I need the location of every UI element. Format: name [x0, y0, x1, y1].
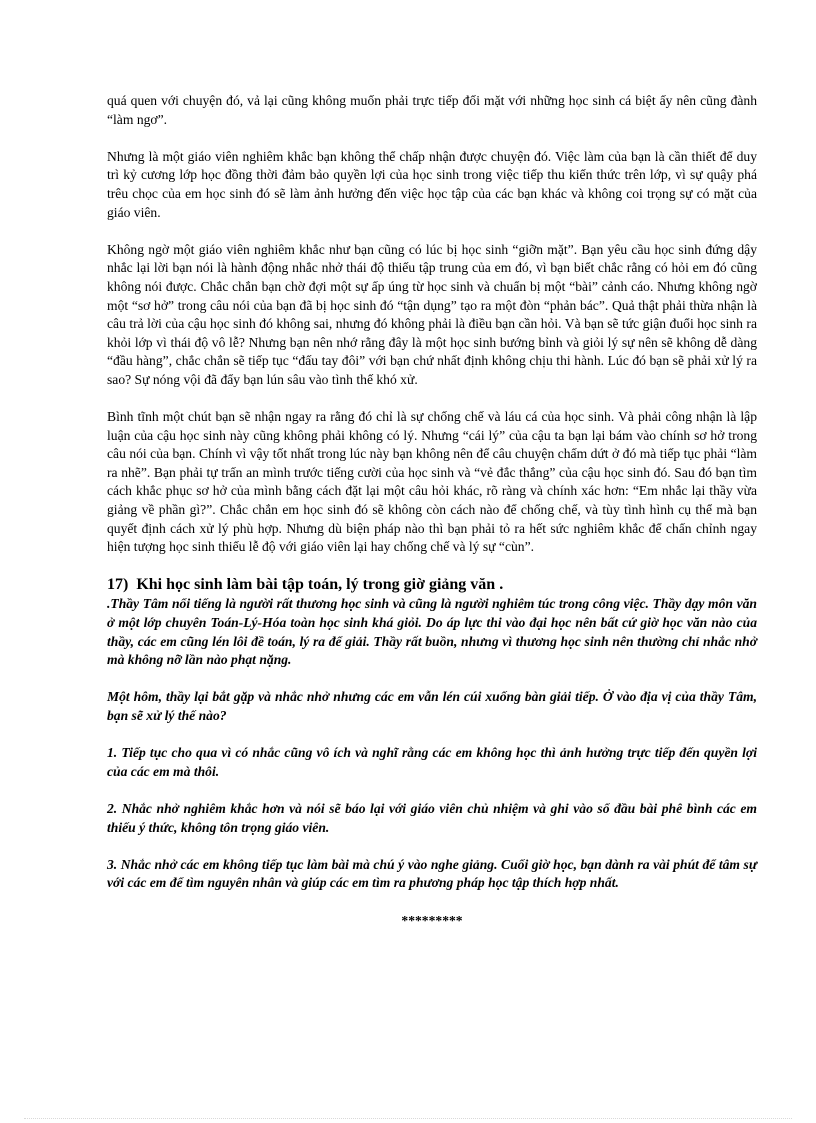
section-number: 17) [107, 576, 129, 594]
case-option-1: 1. Tiếp tục cho qua vì có nhắc cũng vô ích và nghĩ rằng các em không học thì ảnh hưởng trực tiếp đến quyền lợi của các em mà thôi. [107, 745, 757, 779]
case-option-2: 2. Nhắc nhở nghiêm khắc hơn và nói sẽ báo lại với giáo viên chủ nhiệm và ghi vào sổ đầu bài phê bình các em thiếu ý thức, không tôn trọng giáo viên. [107, 800, 757, 835]
case-option-3: 3. Nhắc nhở các em không tiếp tục làm bài mà chú ý vào nghe giảng. Cuối giờ học, bạn dành ra vài phút để tâm sự với các em để tìm nguyên nhân và giúp các em tìm ra phương pháp học tập thích hợp nhất. [107, 856, 757, 891]
body-paragraph-1: quá quen với chuyện đó, vả lại cũng không muốn phải trực tiếp đối mặt với những học sinh cá biệt ấy nên cũng đành “làm ngơ”. [107, 93, 757, 127]
document-page [107, 92, 757, 930]
section-heading [107, 575, 757, 595]
body-paragraph-3: Không ngờ một giáo viên nghiêm khắc như bạn cũng có lúc bị học sinh “giỡn mặt”. Bạn yêu cầu học sinh đứng dậy nhắc lại lời bạn nói là hành động nhắc nhở thái độ thiếu tập trung của em đó, vì bạn biết chắc rằng có hỏi em đó cũng không nói được. Chắc chắn bạn chờ đợi một sự ấp úng từ học sinh và chuẩn bị một “bài” cảnh cáo. Nhưng không ngờ một “sơ hở” trong câu nói của bạn đã bị học sinh đó “tận dụng” tạo ra một đòn “phản bác”. Quả thật phải thừa nhận là câu trả lời của cậu học sinh đó không sai, nhưng đó không phải là điều bạn cần hỏi. Và bạn sẽ tức giận đuổi học sinh ra khỏi lớp vì thái độ vô lễ? Nhưng bạn nên nhớ rằng đây là một học sinh bướng bỉnh và giỏi lý sự nên sẽ không dễ dàng “đầu hàng”, chắc chắn sẽ tiếp tục “đấu tay đôi” với bạn chứ nhất định không chịu thi hành. Lúc đó bạn sẽ phải xử lý ra sao? Sự nóng vội đã đẩy bạn lún sâu vào tình thế khó xử. [107, 241, 757, 387]
body-paragraph-4: Bình tĩnh một chút bạn sẽ nhận ngay ra rằng đó chỉ là sự chống chế và láu cá của học sinh. Và phải công nhận là lập luận của cậu học sinh này cũng không phải không có lý. Nhưng “cái lý” của cậu ta bạn lại bám vào chính sơ hở trong câu nói của bạn. Chính vì vậy tốt nhất trong lúc này bạn không nên để câu chuyện chấm dứt ở đó mà tiếp tục phải “làm ra nhẽ”. Bạn phải tự trấn an mình trước tiếng cười của học sinh và “vẻ đắc thắng” của cậu học sinh đó. Sau đó bạn tìm cách khắc phục sơ hở của mình bằng cách đặt lại một câu hỏi khác, rõ ràng và chính xác hơn: “Em nhắc lại thầy vừa giảng về phần gì?”. Chắc chắn em học sinh đó sẽ không còn cách nào để chống chế, và tùy tình hình cụ thể mà bạn quyết định cách xử lý phù hợp. Nhưng dù biện pháp nào thì bạn phải tỏ ra hết sức nghiêm khắc để chấn chỉnh ngay hiện tượng học sinh thiếu lễ độ với giáo viên lại hay chống chế và lý sự “cùn”. [107, 409, 757, 555]
section-title: Khi học sinh làm bài tập toán, lý trong giờ giảng văn [136, 576, 496, 594]
case-intro-paragraph: .Thầy Tâm nổi tiếng là người rất thương học sinh và cũng là người nghiêm túc trong công việc. Thầy dạy môn văn ở một lớp chuyên Toán-Lý-Hóa toàn học sinh khá giỏi. Do áp lực thi vào đại học nên bất cứ giờ học văn nào của thầy, các em cũng lén lôi đề toán, lý ra để giải. Thầy rất buồn, nhưng vì thương học sinh nên thường chỉ nhắc nhở mà không nỡ lần nào phạt nặng. [107, 596, 757, 668]
section-separator: ********* [401, 912, 463, 928]
case-question-paragraph: Một hôm, thầy lại bắt gặp và nhắc nhở nhưng các em vẫn lén cúi xuống bàn giải tiếp. Ở vào địa vị của thầy Tâm, bạn sẽ xử lý thế nào? [107, 689, 757, 723]
page-footer-rule [24, 1118, 792, 1119]
section-trailing-mark: . [499, 576, 504, 594]
body-paragraph-2: Nhưng là một giáo viên nghiêm khắc bạn không thể chấp nhận được chuyện đó. Việc làm của bạn là cần thiết để duy trì kỷ cương lớp học đồng thời đảm bảo quyền lợi của học sinh trong việc tiếp thu kiến thức trên lớp, vì sự quậy phá trêu chọc của em học sinh đó sẽ làm ảnh hưởng đến việc học tập của các bạn khác và không coi trọng sự có mặt của giáo viên. [107, 148, 757, 220]
